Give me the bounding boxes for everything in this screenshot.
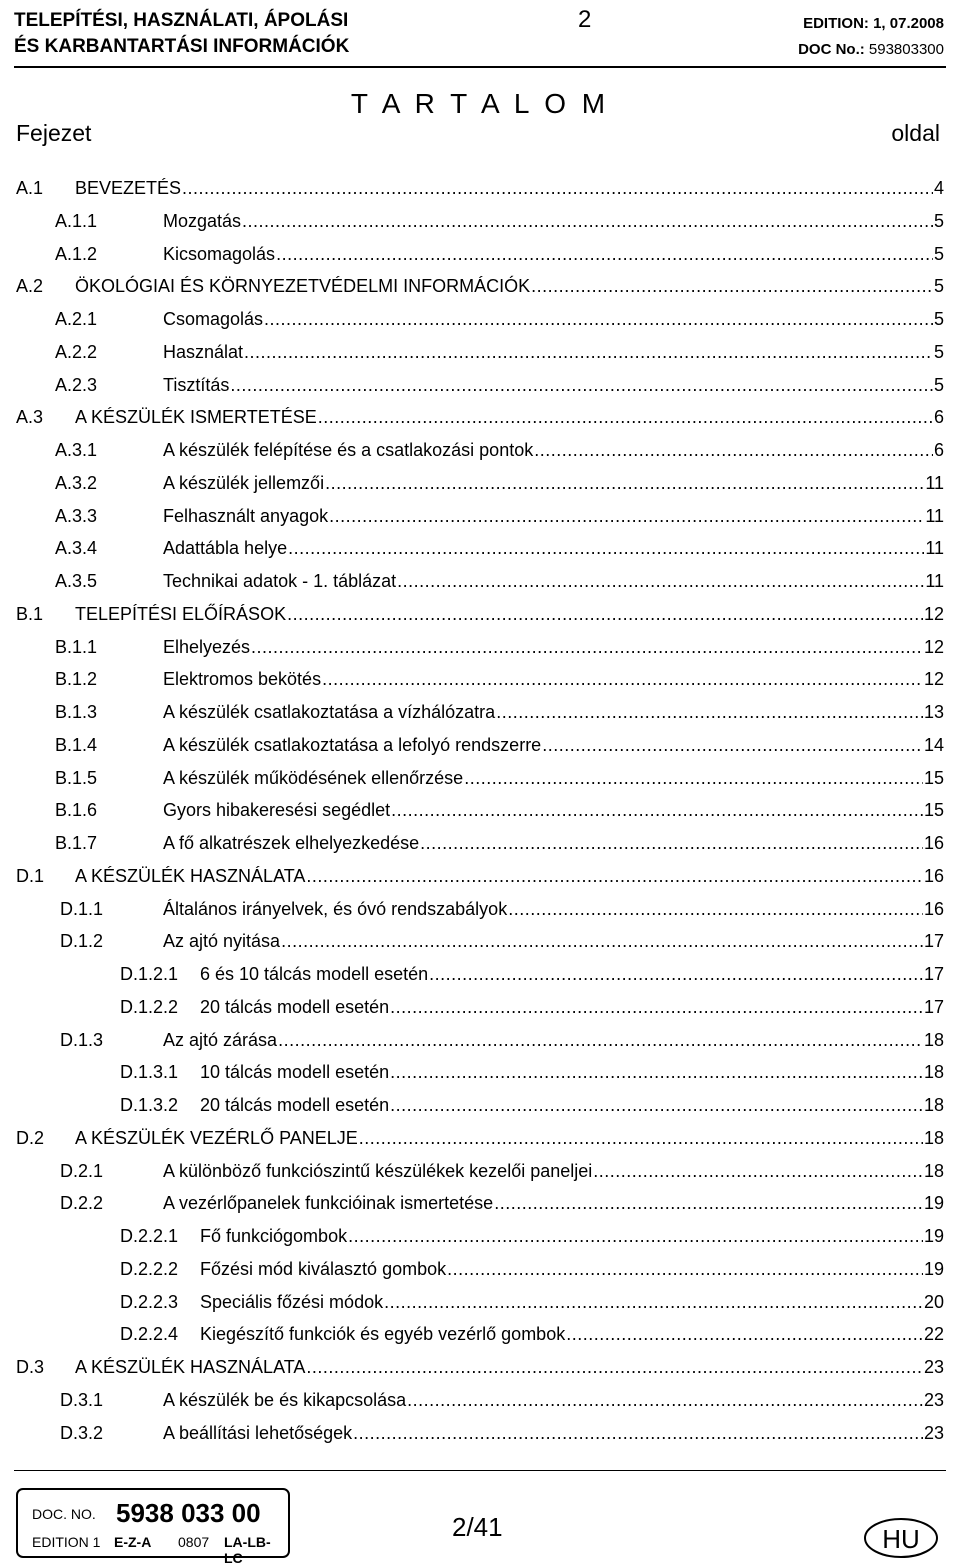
toc-entry-body [75,604,944,625]
toc-entry-body [75,1357,944,1378]
toc-entry-body [163,833,944,854]
toc-entry-number: D.1.2 [60,931,104,952]
header-edition: EDITION: 1, 07.2008 [803,15,944,32]
toc-entry-page: 12 [923,636,944,657]
toc-entry[interactable] [0,1318,960,1351]
toc-entry-page: 23 [923,1389,944,1410]
toc-entry-body [163,440,944,461]
toc-entry-body [163,735,944,756]
toc-entry[interactable] [0,401,960,434]
toc-entry-title: A KÉSZÜLÉK VEZÉRLŐ PANELJE [75,1127,358,1148]
toc-entry[interactable] [0,729,960,762]
toc-leader-dots [390,1095,923,1116]
toc-entry[interactable] [0,238,960,271]
toc-entry-title: A beállítási lehetőségek [163,1422,353,1443]
toc-entry-number: A.2 [16,276,44,297]
toc-entry-page: 12 [923,603,944,624]
toc-entry-number: B.1.7 [55,833,98,853]
toc-entry-page: 5 [933,276,944,297]
toc-entry-title: ÖKOLÓGIAI ÉS KÖRNYEZETVÉDELMI INFORMÁCIÓK [75,276,531,297]
toc-entry-number: D.2 [16,1127,45,1148]
toc-entry-title: Tisztítás [163,374,230,395]
toc-entry-body [163,342,944,363]
toc-leader-dots [287,604,923,625]
toc-entry-page: 19 [923,1193,944,1214]
toc-entry-page: 5 [933,309,944,329]
toc-entry[interactable] [0,598,960,631]
toc-entry[interactable] [0,1253,960,1286]
toc-leader-dots [542,735,923,756]
header-title-line2: ÉS KARBANTARTÁSI INFORMÁCIÓK [14,36,350,57]
toc-leader-dots [494,1193,923,1214]
toc-entry-number: A.3.4 [55,538,98,559]
language-badge [862,1516,940,1560]
toc-entry[interactable] [0,1417,960,1450]
toc-entry-body [163,571,944,592]
toc-entry-number: D.1.3 [60,1029,104,1050]
toc-leader-dots [288,538,924,559]
toc-entry-page: 15 [923,767,944,788]
toc-entry-page: 18 [923,1029,944,1050]
header-divider [14,66,946,68]
toc-entry-number: A.3.2 [55,472,98,493]
toc-entry-body [163,1423,944,1444]
toc-entry-title: TELEPÍTÉSI ELŐÍRÁSOK [75,603,287,624]
toc-entry-number: B.1.2 [55,669,98,690]
toc-entry-title: A fő alkatrészek elhelyezkedése [163,833,420,853]
toc-entry-page: 4 [933,178,944,198]
header-doc-no [798,37,944,63]
toc-entry-page: 6 [933,407,944,428]
footer-page-of: 2/41 [452,1512,503,1542]
toc-leader-dots [390,997,923,1018]
toc-entry-title: 10 tálcás modell esetén [200,1062,390,1083]
toc-entry-number: D.2.2.4 [120,1324,179,1345]
toc-leader-dots [264,309,933,330]
toc-entry-body [200,1259,944,1280]
header-edition-block [798,11,944,63]
header-doc-no-label: DOC No.: [798,41,869,58]
toc-entry-title: 20 tálcás modell esetén [200,996,390,1017]
toc-entry[interactable] [0,794,960,827]
toc-entry-number: B.1.3 [55,702,98,722]
doc-number-box [16,1488,290,1566]
toc-entry-title: Általános irányelvek, és óvó rendszabályok [163,898,508,919]
toc-entry-number: B.1.4 [55,734,98,755]
toc-entry-number: D.3.2 [60,1422,104,1443]
toc-entry-number: D.2.2.1 [120,1226,179,1246]
toc-leader-dots [531,276,933,297]
toc-entry-title: Technikai adatok - 1. táblázat [163,571,397,591]
toc-entry[interactable] [0,1122,960,1155]
toc-entry-number: D.1.2.2 [120,996,179,1017]
toc-entry-body [163,1030,944,1051]
edition-label: EDITION 1 [32,1534,101,1550]
toc-entry-page: 19 [923,1226,944,1246]
toc-entry-number: D.3.1 [60,1389,104,1410]
toc-entry-body [163,309,944,330]
toc-entry-title: 20 tálcás modell esetén [200,1095,390,1115]
toc-entry-page: 11 [925,472,944,493]
toc-entry-number: D.1.3.2 [120,1095,179,1115]
toc-leader-dots [593,1161,923,1182]
toc-leader-dots [329,506,924,527]
toc-entry-title: A különböző funkciószintű készülékek kezelői paneljei [163,1160,593,1181]
toc-entry-title: A KÉSZÜLÉK ISMERTETÉSE [75,407,317,428]
toc-entry-title: 6 és 10 tálcás modell esetén [200,964,429,984]
toc-entry-body [200,964,944,985]
toc-leader-dots [407,1390,923,1411]
toc-entry[interactable] [0,1024,960,1057]
toc-entry-page: 5 [933,243,944,264]
doc-number-label: DOC. NO. [32,1506,96,1522]
toc-entry[interactable] [0,1384,960,1417]
toc-entry-body [163,473,944,494]
toc-entry[interactable] [0,500,960,533]
toc-entry-title: A KÉSZÜLÉK HASZNÁLATA [75,1357,306,1377]
toc-entry-body [75,1128,944,1149]
toc-entry[interactable] [0,336,960,369]
toc-entry-number: B.1.1 [55,636,98,657]
toc-entry-body [163,768,944,789]
toc-entry-page: 18 [923,1095,944,1115]
toc-entry-number: B.1.5 [55,767,98,788]
toc-entry[interactable] [0,1089,960,1122]
doc-number-value: 5938 033 00 [116,1498,261,1528]
toc-entry-body [163,506,944,527]
toc-entry-number: D.1 [16,865,45,886]
toc-entry-number: A.2.1 [55,309,98,329]
toc-entry[interactable] [0,532,960,565]
toc-entry-number: D.2.2.2 [120,1258,179,1279]
toc-entry[interactable] [0,827,960,860]
toc-entry-page: 16 [923,898,944,919]
toc-entry-body [75,866,944,887]
toc-entry[interactable] [0,1155,960,1188]
toc-leader-dots [281,931,923,952]
toc-entry[interactable] [0,565,960,598]
toc-leader-dots [306,1357,923,1378]
toc-entry-number: A.1.2 [55,243,98,264]
header-title [14,8,349,60]
toc-entry-page: 16 [923,833,944,853]
toc-entry[interactable] [0,1187,960,1220]
toc-entry[interactable] [0,696,960,729]
toc-entry-number: D.3 [16,1357,45,1377]
toc-leader-dots [534,440,933,461]
toc-entry[interactable] [0,762,960,795]
toc-entry-page: 23 [923,1357,944,1377]
toc-entry-title: Elhelyezés [163,636,251,657]
toc-entry-number: A.3.1 [55,440,98,460]
toc-entry-body [200,997,944,1018]
toc-entry-page: 13 [923,702,944,722]
chapter-column-label: Fejezet [16,120,92,146]
toc-entry[interactable] [0,303,960,336]
toc-entry-page: 17 [923,964,944,984]
toc-entry-number: A.1.1 [55,210,98,231]
toc-leader-dots [384,1292,923,1313]
toc-entry-body [75,407,944,428]
toc-entry-title: A készülék működésének ellenőrzése [163,767,464,788]
toc-entry-page: 20 [923,1291,944,1312]
toc-entry[interactable] [0,663,960,696]
toc-entry[interactable] [0,172,960,205]
toc-leader-dots [496,702,923,723]
toc-entry[interactable] [0,205,960,238]
toc-entry[interactable] [0,434,960,467]
toc-entry-page: 14 [923,734,944,755]
toc-entry-body [163,669,944,690]
toc-entry-page: 16 [923,865,944,886]
toc-entry-page: 11 [925,538,944,559]
toc-entry-title: A készülék felépítése és a csatlakozási pontok [163,440,534,460]
toc-leader-dots [251,637,923,658]
toc-entry-body [163,211,944,232]
toc-leader-dots [306,866,923,887]
toc-entry-page: 5 [933,374,944,395]
header-page-number: 2 [578,6,592,33]
toc-entry[interactable] [0,925,960,958]
toc-entry[interactable] [0,1351,960,1384]
toc-entry-page: 11 [925,505,944,526]
footer-divider [14,1470,946,1471]
toc-entry-body [200,1095,944,1116]
toc-entry-title: Csomagolás [163,309,264,329]
toc-leader-dots [182,178,933,199]
toc-entry-page: 15 [923,800,944,821]
toc-title: T A R T A L O M [350,88,610,119]
toc-leader-dots [508,899,923,920]
toc-entry-number: D.1.3.1 [120,1062,179,1083]
toc-entry-body [200,1324,944,1345]
toc-leader-dots [244,342,933,363]
toc-entry-title: A készülék jellemzői [163,472,325,493]
toc-entry-number: A.2.3 [55,374,98,395]
toc-entry[interactable] [0,1286,960,1319]
header-doc-no-value: 593803300 [868,41,944,58]
toc-entry-body [163,1390,944,1411]
toc-leader-dots [391,800,923,821]
toc-entry[interactable] [0,893,960,926]
toc-entry-number: D.1.1 [60,898,104,919]
toc-entry-title: Fő funkciógombok [200,1226,348,1246]
toc-entry-page: 11 [925,571,944,591]
edition-code: E-Z-A [114,1534,152,1550]
toc-entry-number: A.3.3 [55,505,98,526]
toc-entry-page: 23 [923,1422,944,1443]
toc-entry-body [200,1292,944,1313]
toc-leader-dots [318,407,933,428]
toc-entry-number: D.1.2.1 [120,964,179,984]
toc-entry-page: 18 [923,1127,944,1148]
toc-entry-body [200,1062,944,1083]
toc-entry[interactable] [0,860,960,893]
language-badge-text: HU [882,1524,920,1554]
toc-entry-body [163,702,944,723]
toc-entry-page: 5 [933,341,944,362]
toc-entry-title: Adattábla helye [163,538,288,559]
toc-leader-dots [397,571,924,592]
toc-entry-number: B.1.6 [55,800,98,821]
toc-entry-title: Gyors hibakeresési segédlet [163,800,391,821]
toc-entry[interactable] [0,1056,960,1089]
toc-leader-dots [348,1226,923,1247]
toc-entry-body [163,375,944,396]
page-column-label: oldal [891,120,940,146]
toc-leader-dots [420,833,923,854]
toc-entry-body [163,538,944,559]
toc-entry[interactable] [0,467,960,500]
toc-entry-title: A készülék csatlakoztatása a vízhálózatra [163,702,496,722]
toc-entry[interactable] [0,958,960,991]
toc-entry-title: A készülék be és kikapcsolása [163,1389,407,1410]
toc-entry-title: Az ajtó zárása [163,1029,278,1050]
toc-entry-body [163,244,944,265]
toc-entry-page: 12 [923,669,944,690]
toc-entry-body [163,800,944,821]
toc-entry[interactable] [0,991,960,1024]
edition-date: 0807 [178,1534,210,1550]
header-title-line1: TELEPÍTÉSI, HASZNÁLATI, ÁPOLÁSI [14,10,349,31]
toc-leader-dots [325,473,924,494]
edition-lang: LA-LB-LC [224,1534,271,1566]
toc-entry-body [163,899,944,920]
toc-entry-number: D.2.2 [60,1193,104,1214]
toc-leader-dots [390,1062,923,1083]
toc-leader-dots [230,375,933,396]
toc-entry-title: BEVEZETÉS [75,178,182,198]
toc-leader-dots [447,1259,923,1280]
toc-entry-title: Felhasznált anyagok [163,505,329,526]
toc-entry-title: A vezérlőpanelek funkcióinak ismertetése [163,1193,494,1214]
toc-entry-title: Elektromos bekötés [163,669,322,690]
toc-entry-title: Főzési mód kiválasztó gombok [200,1258,447,1279]
toc-entry-body [163,931,944,952]
toc-entry-page: 6 [933,440,944,460]
toc-entry-page: 5 [933,210,944,231]
toc-leader-dots [566,1324,923,1345]
toc-entry-page: 22 [923,1324,944,1345]
toc-entry[interactable] [0,270,960,303]
toc-leader-dots [359,1128,923,1149]
toc-leader-dots [276,244,933,265]
toc-entry-page: 17 [923,996,944,1017]
toc-entry-title: A KÉSZÜLÉK HASZNÁLATA [75,865,306,886]
toc-entry-title: Használat [163,341,244,362]
toc-entry-title: Speciális főzési módok [200,1291,384,1312]
toc-leader-dots [278,1030,923,1051]
toc-entry-body [163,637,944,658]
toc-leader-dots [322,669,923,690]
toc-entry-number: A.2.2 [55,341,98,362]
toc-leader-dots [242,211,933,232]
toc-entry-body [163,1161,944,1182]
toc-leader-dots [353,1423,923,1444]
toc-entry-title: Mozgatás [163,210,242,231]
toc-entry-body [75,276,944,297]
toc-entry-number: A.1 [16,178,44,198]
toc-entry-title: Kicsomagolás [163,243,276,264]
toc-entry-page: 19 [923,1258,944,1279]
toc-entry-page: 17 [923,931,944,952]
toc-entry-body [163,1193,944,1214]
toc-entry-number: D.2.1 [60,1160,104,1181]
toc-entry-number: B.1 [16,603,44,624]
toc-entry-body [75,178,944,199]
toc-entry-number: A.3 [16,407,44,428]
toc-entry-page: 18 [923,1062,944,1083]
toc-entry-title: Az ajtó nyitása [163,931,281,952]
toc-entry-number: A.3.5 [55,571,98,591]
toc-leader-dots [429,964,923,985]
toc-entry-title: Kiegészítő funkciók és egyéb vezérlő gombok [200,1324,566,1345]
toc-entry-title: A készülék csatlakoztatása a lefolyó rendszerre [163,734,542,755]
toc-leader-dots [464,768,923,789]
toc-list [0,172,960,1449]
toc-entry[interactable] [0,369,960,402]
toc-entry-number: D.2.2.3 [120,1291,179,1312]
toc-entry-page: 18 [923,1160,944,1181]
toc-entry[interactable] [0,631,960,664]
toc-entry[interactable] [0,1220,960,1253]
toc-entry-body [200,1226,944,1247]
